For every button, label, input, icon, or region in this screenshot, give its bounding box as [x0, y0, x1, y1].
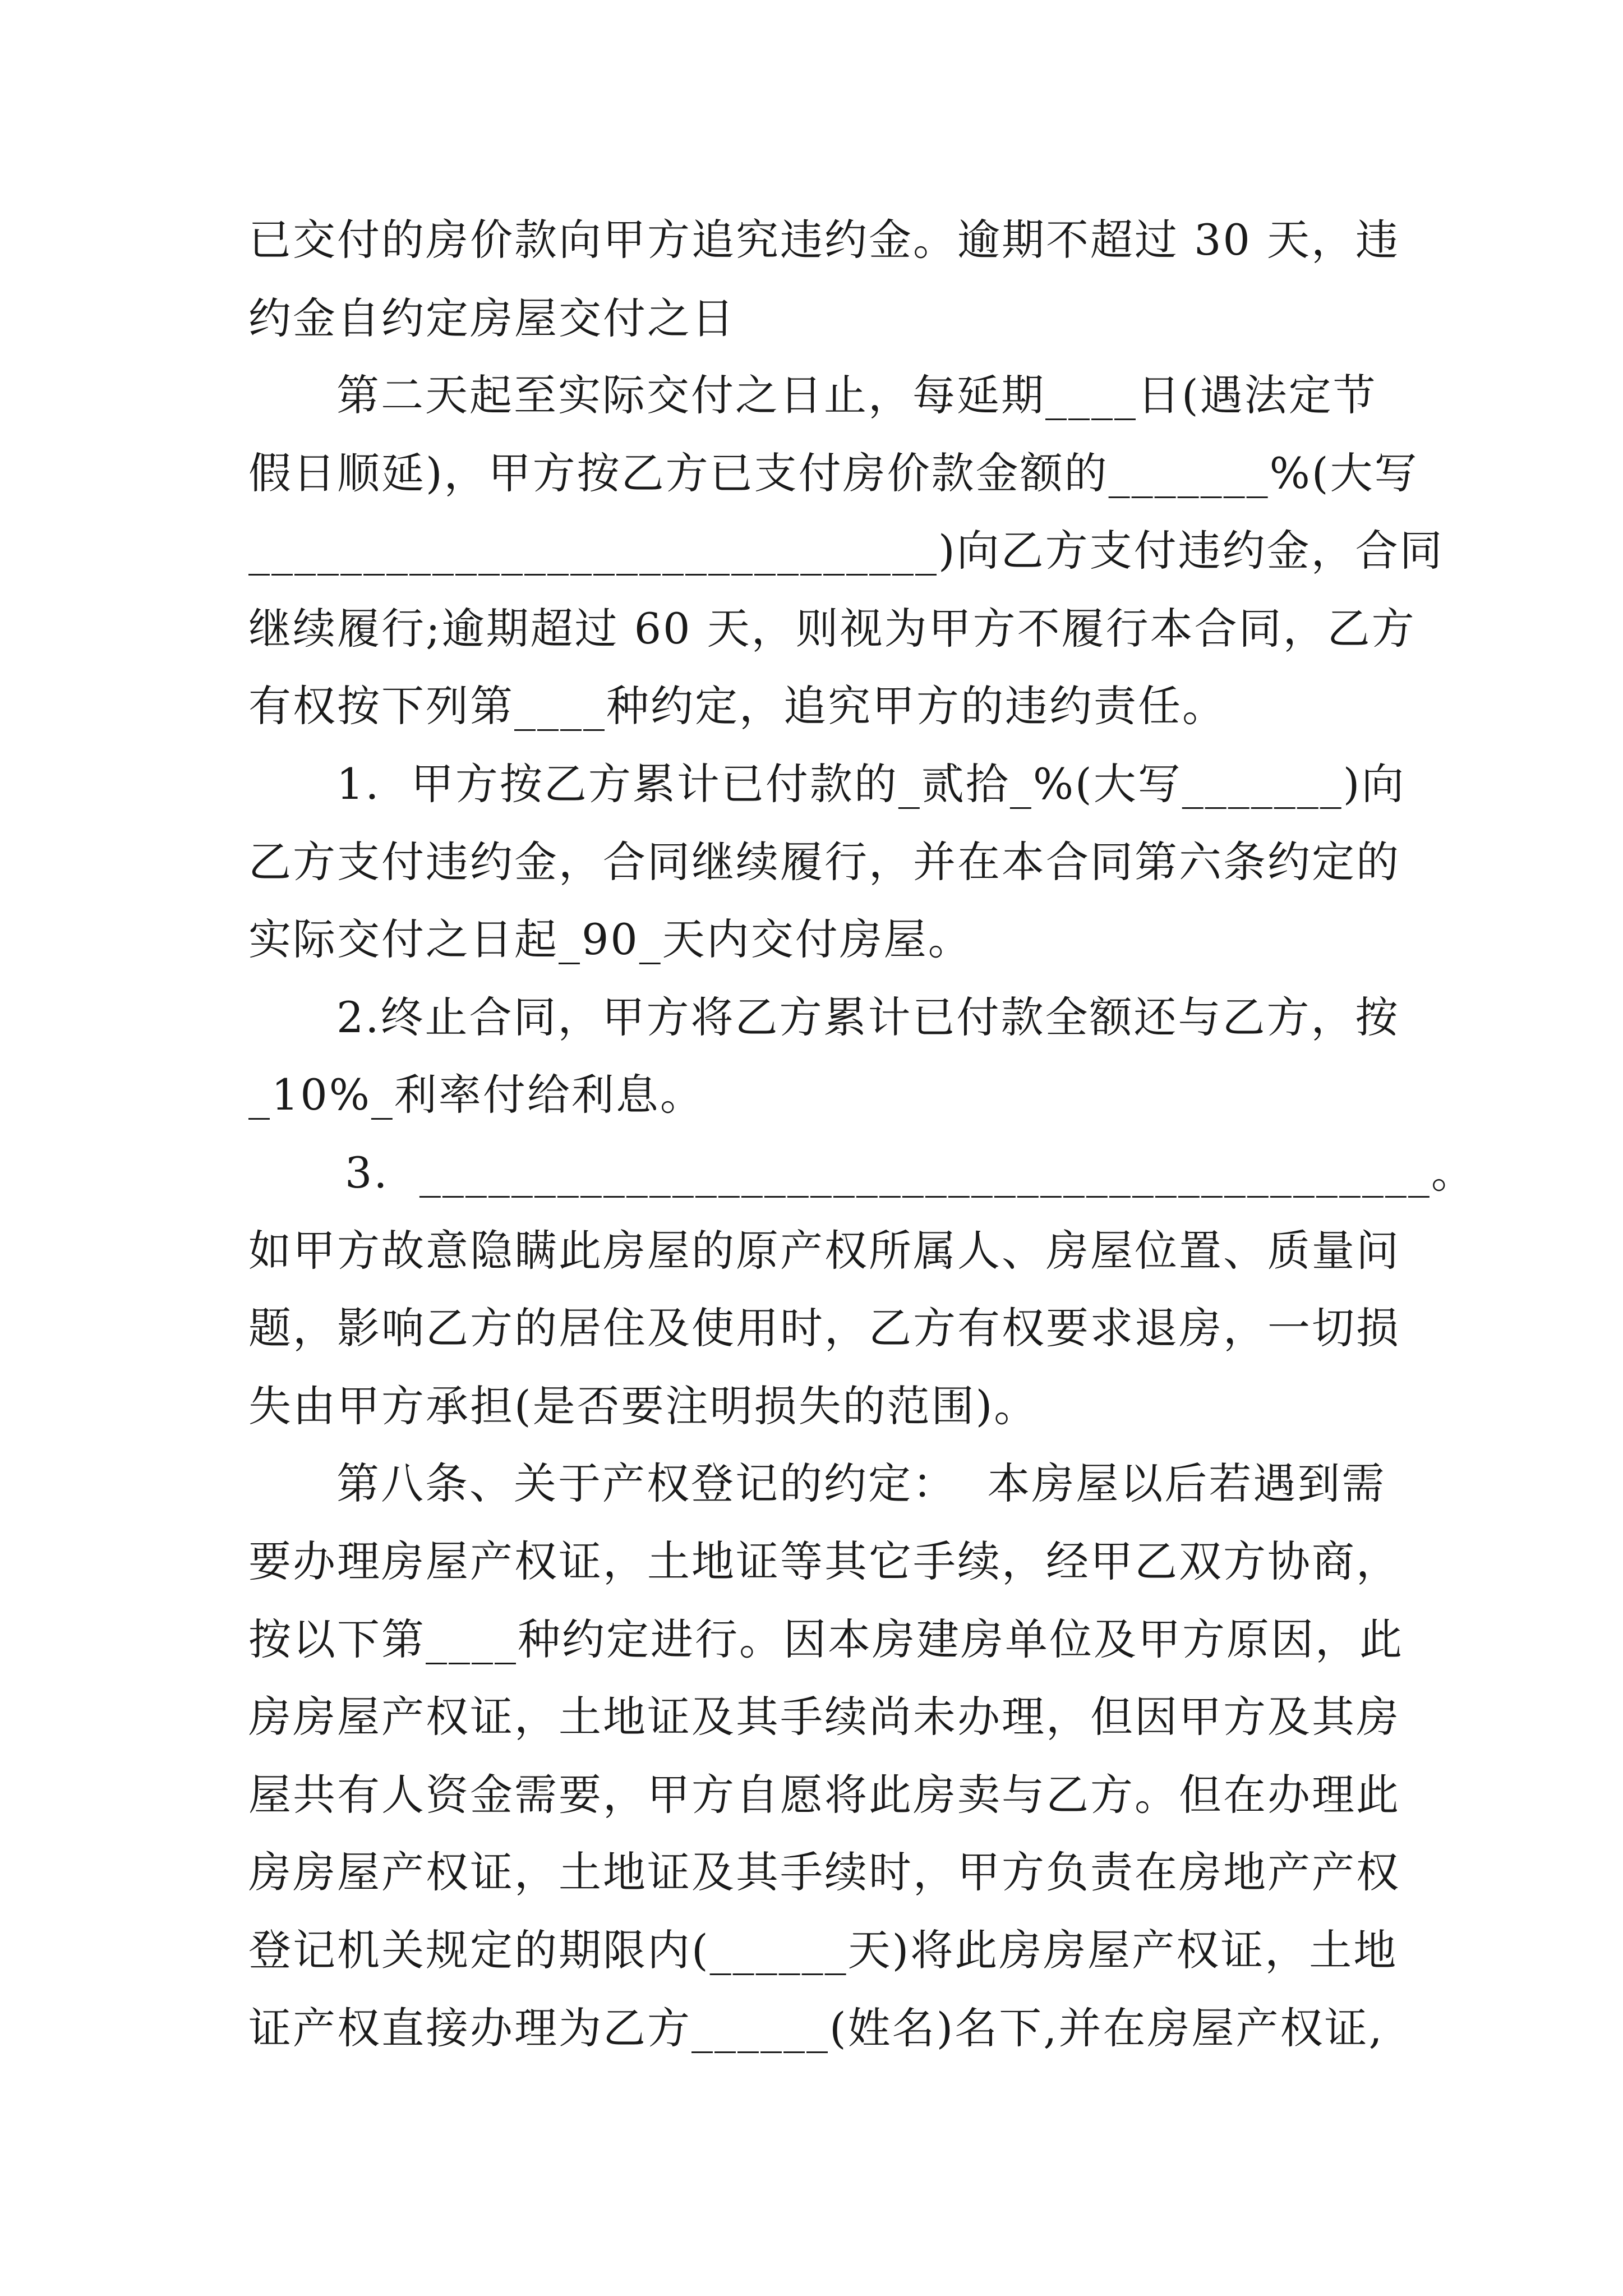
- text-line-3: 第二天起至实际交付之日止，每延期____日(遇法定节: [336, 370, 1377, 420]
- text-line-4: 假日顺延)，甲方按乙方已支付房价款金额的_______%(大写: [248, 448, 1419, 498]
- text-line-1: 已交付的房价款向甲方追究违约金。逾期不超过 30 天，违: [248, 215, 1400, 265]
- text-line-10: 实际交付之日起_90_天内交付房屋。: [248, 914, 972, 964]
- text-line-17: 第八条、关于产权登记的约定： 本房屋以后若遇到需: [336, 1458, 1386, 1508]
- text-line-12: _10%_利率付给利息。: [248, 1070, 704, 1120]
- text-line-20: 房房屋产权证，土地证及其手续尚未办理，但因甲方及其房: [248, 1692, 1400, 1742]
- text-line-15: 题，影响乙方的居住及使用时，乙方有权要求退房，一切损: [248, 1303, 1400, 1353]
- text-line-21: 屋共有人资金需要，甲方自愿将此房卖与乙方。但在办理此: [248, 1770, 1400, 1820]
- text-line-23: 登记机关规定的期限内(______天)将此房房屋产权证，土地: [248, 1925, 1398, 1975]
- text-line-7: 有权按下列第____种约定，追究甲方的违约责任。: [248, 681, 1227, 731]
- text-line-19: 按以下第____种约定进行。因本房建房单位及甲方原因，此: [248, 1614, 1404, 1664]
- text-line-13: 3. ____________________________________________。: [345, 1148, 1476, 1198]
- text-line-2: 约金自约定房屋交付之日: [248, 293, 736, 343]
- text-line-5: ______________________________)向乙方支付违约金，合同: [248, 526, 1444, 576]
- text-line-24: 证产权直接办理为乙方______(姓名)名下,并在房屋产权证,: [248, 2003, 1384, 2053]
- text-line-14: 如甲方故意隐瞒此房屋的原产权所属人、房屋位置、质量问: [248, 1226, 1400, 1276]
- text-line-11: 2.终止合同，甲方将乙方累计已付款全额还与乙方，按: [336, 992, 1400, 1042]
- text-line-8: 1. 甲方按乙方累计已付款的_贰拾_%(大写_______)向: [336, 759, 1406, 809]
- text-line-6: 继续履行;逾期超过 60 天，则视为甲方不履行本合同，乙方: [248, 604, 1416, 654]
- text-line-18: 要办理房屋产权证，土地证等其它手续，经甲乙双方协商，: [248, 1536, 1400, 1586]
- text-line-16: 失由甲方承担(是否要注明损失的范围)。: [248, 1381, 1039, 1431]
- text-line-9: 乙方支付违约金，合同继续履行，并在本合同第六条约定的: [248, 837, 1400, 887]
- text-line-22: 房房屋产权证，土地证及其手续时，甲方负责在房地产产权: [248, 1847, 1400, 1897]
